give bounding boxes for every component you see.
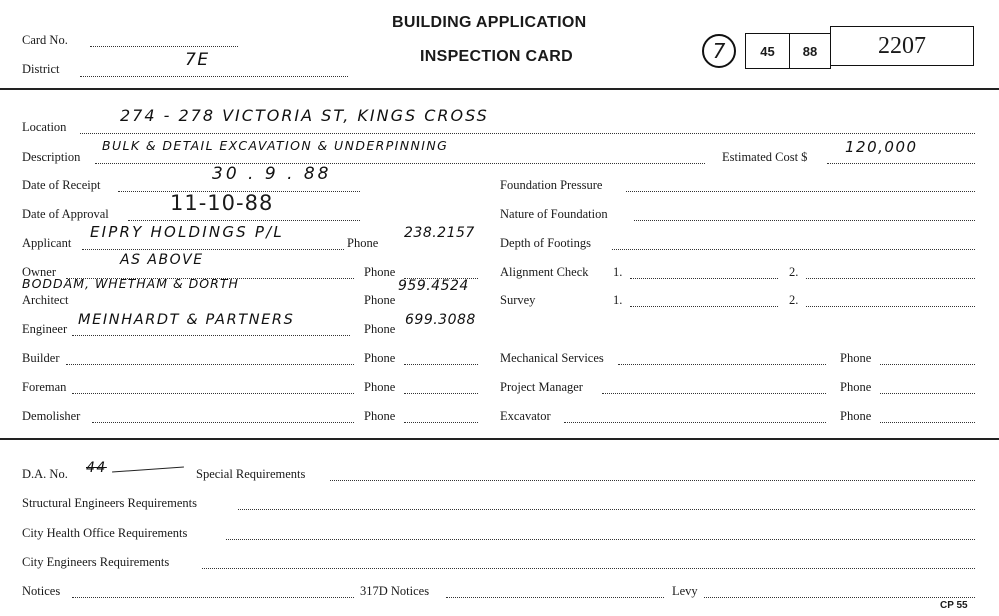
architect-value: BODDAM, WHETHAM & DORTH (22, 276, 239, 291)
mechanical-phone-label: Phone (840, 351, 872, 365)
code-box-2: 88 (789, 33, 831, 69)
excavator-label: Excavator (500, 409, 551, 423)
applicant-field[interactable] (82, 249, 344, 250)
description-value: BULK & DETAIL EXCAVATION & UNDERPINNING (102, 138, 449, 153)
notices-label: Notices (22, 584, 61, 598)
estimated-cost-field[interactable] (827, 163, 975, 164)
structural-label: Structural Engineers Requirements (22, 496, 197, 510)
alignment-1-label: 1. (613, 265, 623, 279)
project-manager-field[interactable] (602, 393, 826, 394)
date-approval-field[interactable] (128, 220, 360, 221)
survey-2-label: 2. (789, 293, 799, 307)
depth-footings-field[interactable] (612, 249, 975, 250)
alignment-2-label: 2. (789, 265, 799, 279)
demolisher-phone-label: Phone (364, 409, 396, 423)
project-manager-phone-field[interactable] (880, 393, 975, 394)
levy-label: Levy (672, 584, 698, 598)
header-divider (0, 88, 999, 90)
alignment-check-label: Alignment Check (500, 265, 589, 279)
card-no-field[interactable] (90, 46, 238, 47)
architect-phone-value: 959.4524 (398, 278, 469, 294)
description-field[interactable] (95, 163, 705, 164)
notices-317d-label: 317D Notices (360, 584, 430, 598)
circled-number: 7 (702, 34, 736, 68)
card-no-label: Card No. (22, 33, 68, 47)
estimated-cost-value: 120,000 (845, 138, 918, 156)
foundation-pressure-label: Foundation Pressure (500, 178, 603, 192)
demolisher-phone-field[interactable] (404, 422, 478, 423)
engineer-value: MEINHARDT & PARTNERS (78, 312, 295, 328)
location-value: 274 - 278 VICTORIA ST, KINGS CROSS (120, 106, 489, 125)
applicant-phone-label: Phone (347, 236, 379, 250)
demolisher-label: Demolisher (22, 409, 81, 423)
project-manager-label: Project Manager (500, 380, 583, 394)
description-label: Description (22, 150, 81, 164)
foreman-phone-label: Phone (364, 380, 396, 394)
notices-field[interactable] (72, 597, 354, 598)
district-field[interactable] (80, 76, 348, 77)
owner-label: Owner (22, 265, 57, 279)
section-divider (0, 438, 999, 440)
date-approval-value: 11-10-88 (170, 191, 274, 215)
district-value: 7E (185, 50, 210, 70)
location-label: Location (22, 120, 67, 134)
applicant-value: EIPRY HOLDINGS P/L (90, 223, 284, 241)
demolisher-field[interactable] (92, 422, 354, 423)
nature-foundation-field[interactable] (634, 220, 975, 221)
title-line-2: INSPECTION CARD (420, 48, 573, 65)
city-engineers-label: City Engineers Requirements (22, 555, 170, 569)
builder-phone-field[interactable] (404, 364, 478, 365)
mechanical-label: Mechanical Services (500, 351, 604, 365)
special-requirements-field[interactable] (330, 480, 975, 481)
survey-label: Survey (500, 293, 536, 307)
engineer-label: Engineer (22, 322, 68, 336)
excavator-phone-field[interactable] (880, 422, 975, 423)
da-no-strike (112, 466, 184, 472)
foundation-pressure-field[interactable] (626, 191, 975, 192)
location-field[interactable] (80, 133, 975, 134)
code-box-1: 45 (745, 33, 790, 69)
builder-phone-label: Phone (364, 351, 396, 365)
applicant-phone-value: 238.2157 (404, 225, 475, 241)
engineer-phone-value: 699.3088 (405, 312, 476, 328)
health-label: City Health Office Requirements (22, 526, 188, 540)
applicant-label: Applicant (22, 236, 72, 250)
project-manager-phone-label: Phone (840, 380, 872, 394)
survey-1-label: 1. (613, 293, 623, 307)
structural-field[interactable] (238, 509, 975, 510)
engineer-field[interactable] (72, 335, 350, 336)
survey-2-field[interactable] (806, 306, 975, 307)
architect-phone-label: Phone (364, 293, 396, 307)
mechanical-field[interactable] (618, 364, 826, 365)
estimated-cost-label: Estimated Cost $ (722, 150, 808, 164)
date-receipt-value: 30 . 9 . 88 (212, 164, 332, 184)
nature-foundation-label: Nature of Foundation (500, 207, 608, 221)
mechanical-phone-field[interactable] (880, 364, 975, 365)
builder-label: Builder (22, 351, 60, 365)
da-no-label: D.A. No. (22, 467, 68, 481)
owner-value: AS ABOVE (120, 252, 204, 268)
da-no-value: 44 (86, 460, 107, 476)
foreman-field[interactable] (72, 393, 354, 394)
alignment-1-field[interactable] (630, 278, 778, 279)
notices-317d-field[interactable] (446, 597, 664, 598)
form-code: CP 55 (940, 600, 968, 611)
special-requirements-label: Special Requirements (196, 467, 306, 481)
city-engineers-field[interactable] (202, 568, 975, 569)
health-field[interactable] (226, 539, 975, 540)
foreman-phone-field[interactable] (404, 393, 478, 394)
engineer-phone-label: Phone (364, 322, 396, 336)
levy-field[interactable] (704, 597, 975, 598)
architect-label: Architect (22, 293, 69, 307)
survey-1-field[interactable] (630, 306, 778, 307)
date-approval-label: Date of Approval (22, 207, 109, 221)
foreman-label: Foreman (22, 380, 67, 394)
excavator-field[interactable] (564, 422, 826, 423)
card-number-box: 2207 (830, 26, 974, 66)
depth-footings-label: Depth of Footings (500, 236, 591, 250)
alignment-2-field[interactable] (806, 278, 975, 279)
title-line-1: BUILDING APPLICATION (392, 14, 587, 31)
builder-field[interactable] (66, 364, 354, 365)
district-label: District (22, 62, 60, 76)
excavator-phone-label: Phone (840, 409, 872, 423)
owner-phone-label: Phone (364, 265, 396, 279)
date-receipt-label: Date of Receipt (22, 178, 101, 192)
